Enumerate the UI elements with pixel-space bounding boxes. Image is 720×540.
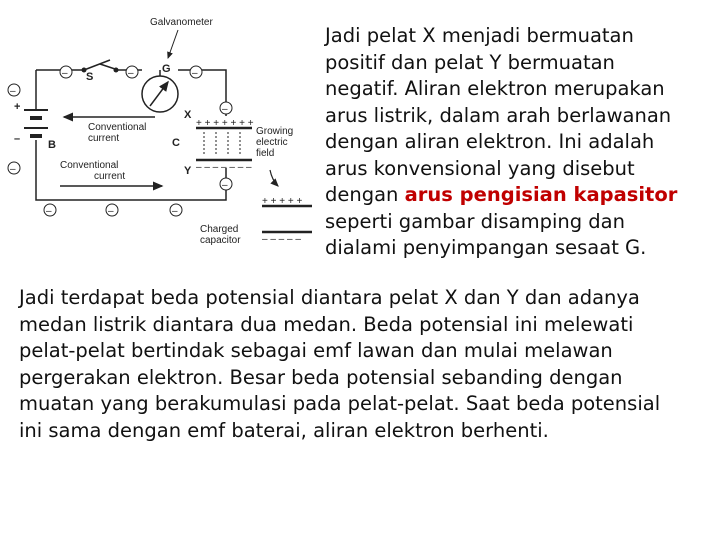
- intro-line: negatif. Aliran elektron merupakan: [325, 77, 665, 100]
- highlighted-term: arus pengisian kapasitor: [404, 183, 678, 206]
- intro-line: Jadi pelat X menjadi bermuatan: [325, 24, 634, 47]
- body-line: ini sama dengan emf baterai, aliran elektron berhenti.: [19, 418, 549, 442]
- galvanometer-label: Galvanometer: [150, 17, 213, 28]
- growing-field-2: electric: [256, 137, 288, 148]
- svg-text:–: –: [10, 164, 16, 175]
- switch-contact-right: [114, 68, 119, 73]
- intro-paragraph: [325, 23, 720, 262]
- svg-text:–: –: [172, 206, 178, 217]
- svg-text:– – – – – – –: – – – – – – –: [196, 162, 252, 173]
- growing-field-1: Growing: [256, 126, 294, 137]
- intro-line: arus konvensional yang disebut: [325, 156, 635, 180]
- electrons: [8, 66, 232, 216]
- battery-minus: –: [14, 133, 21, 145]
- battery-plus: +: [14, 101, 21, 113]
- svg-text:–: –: [222, 104, 228, 115]
- svg-text:–: –: [222, 180, 228, 191]
- body-line: muatan yang berakumulasi pada pelat-pelat. Saat beda potensial: [19, 392, 661, 415]
- intro-line: dialami penyimpangan sesaat G.: [325, 236, 647, 259]
- intro-line: dengan aliran elektron. Ini adalah: [325, 130, 655, 153]
- conv-current-top-2: current: [88, 133, 120, 144]
- svg-text:–: –: [10, 86, 16, 97]
- battery-label: B: [48, 139, 56, 151]
- galvanometer-symbol: [142, 63, 178, 112]
- highlight-line: [325, 182, 720, 209]
- battery-symbol: [24, 110, 48, 136]
- conv-current-bottom-1: Conventional: [60, 160, 119, 171]
- body-paragraph: [19, 285, 719, 444]
- body-line: medan listrik diantara dua medan. Beda potensial ini melewati: [19, 312, 634, 336]
- charged-capacitor-1: Charged: [200, 224, 239, 235]
- growing-field-3: field: [256, 148, 275, 159]
- body-line: pelat-pelat bertindak sebagai emf lawan dan mulai melawan: [19, 339, 613, 362]
- plate-y-label: Y: [184, 165, 192, 177]
- body-line: pergerakan elektron. Besar beda potensial sebanding dengan: [19, 365, 623, 389]
- svg-text:–: –: [108, 206, 114, 217]
- svg-text:+ + + + +: + + + + +: [262, 196, 303, 207]
- capacitor-charging-diagram: [0, 10, 330, 255]
- svg-text:–: –: [62, 68, 68, 79]
- highlight-prefix: dengan: [325, 183, 405, 206]
- svg-text:–: –: [46, 206, 52, 217]
- svg-text:–: –: [128, 68, 134, 79]
- svg-text:+ + + + + + +: + + + + + + +: [196, 118, 254, 129]
- svg-text:– – – – –: – – – – –: [262, 234, 301, 245]
- charged-capacitor-2: capacitor: [200, 235, 241, 246]
- body-line: Jadi terdapat beda potensial diantara pelat X dan Y dan adanya: [19, 286, 640, 309]
- switch-label: S: [86, 71, 94, 83]
- intro-line: seperti gambar disamping dan: [325, 209, 625, 233]
- cap-label: C: [172, 137, 180, 149]
- galv-symbol-label: G: [162, 63, 171, 75]
- intro-line: positif dan pelat Y bermuatan: [325, 50, 615, 74]
- intro-line: arus listrik, dalam arah berlawanan: [325, 103, 672, 127]
- capacitor-plates: [196, 118, 254, 173]
- conv-current-top-1: Conventional: [88, 122, 147, 133]
- plate-x-label: X: [184, 109, 192, 121]
- svg-text:–: –: [192, 68, 198, 79]
- charged-capacitor-symbol: [262, 196, 312, 245]
- conv-current-bottom-2: current: [94, 171, 126, 182]
